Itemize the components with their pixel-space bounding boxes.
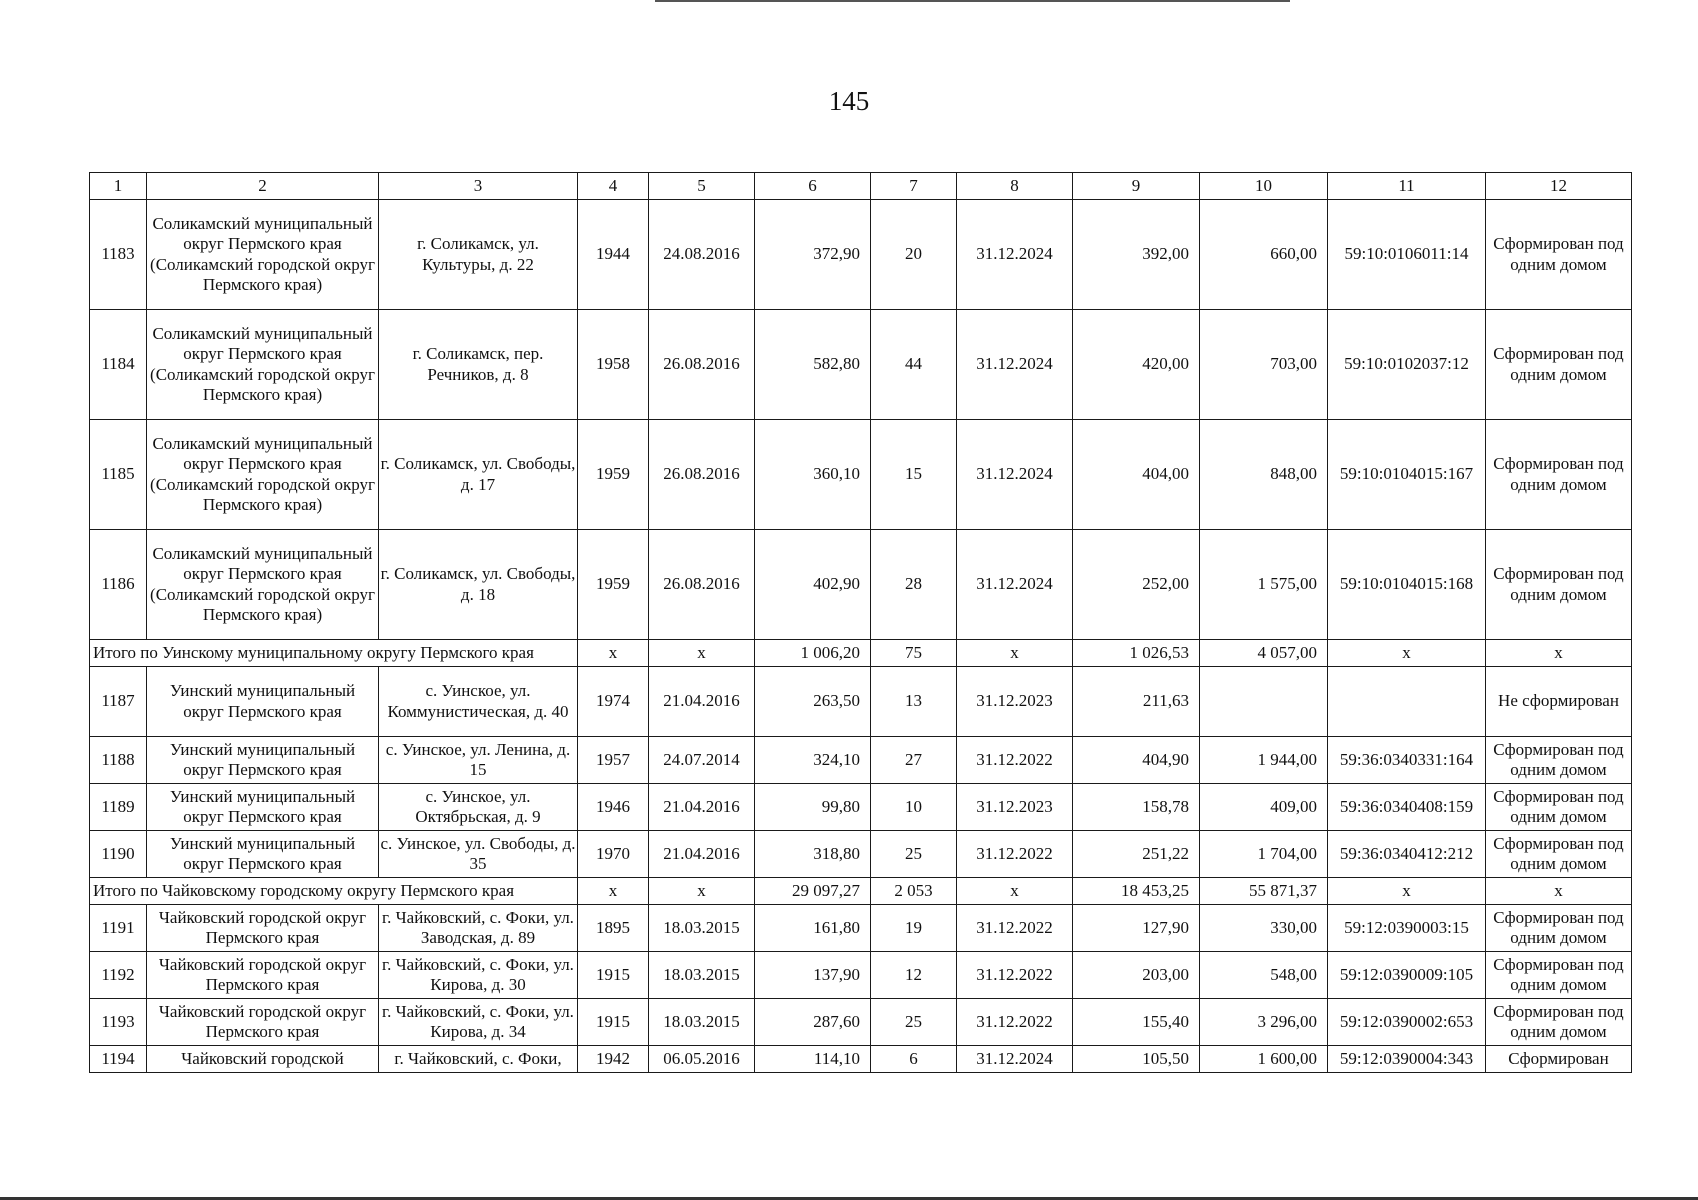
summary-cost-10: 4 057,00: [1200, 640, 1328, 667]
summary-residents: 2 053: [871, 878, 957, 905]
residents-cell: 25: [871, 831, 957, 878]
area-cell: 114,10: [755, 1046, 871, 1073]
cost-9-cell: 252,00: [1073, 530, 1200, 640]
year-built-cell: 1958: [578, 310, 649, 420]
area-cell: 372,90: [755, 200, 871, 310]
date-cell: 26.08.2016: [649, 310, 755, 420]
summary-cost-9: 1 026,53: [1073, 640, 1200, 667]
address-cell: г. Чайковский, с. Фоки, ул. Заводская, д. 89: [379, 905, 578, 952]
cadastral-number-cell: 59:36:0340408:159: [1328, 784, 1486, 831]
land-status-cell: Сформирован под одним домом: [1486, 310, 1632, 420]
deadline-cell: 31.12.2023: [957, 784, 1073, 831]
municipality-cell: Соликамский муниципальный округ Пермского края (Соликамский городской округ Пермского края): [147, 420, 379, 530]
table-row: [90, 667, 1632, 737]
cost-10-cell: 848,00: [1200, 420, 1328, 530]
summary-date: x: [649, 878, 755, 905]
area-cell: 161,80: [755, 905, 871, 952]
column-number-cell: 7: [871, 173, 957, 200]
summary-cadastral-number: x: [1328, 878, 1486, 905]
municipality-cell: Чайковский городской округ Пермского края: [147, 905, 379, 952]
column-number-cell: 11: [1328, 173, 1486, 200]
column-number-cell: 4: [578, 173, 649, 200]
cost-10-cell: 1 575,00: [1200, 530, 1328, 640]
year-built-cell: 1942: [578, 1046, 649, 1073]
deadline-cell: 31.12.2022: [957, 831, 1073, 878]
table-row: [90, 831, 1632, 878]
deadline-cell: 31.12.2022: [957, 737, 1073, 784]
address-cell: с. Уинское, ул. Коммунистическая, д. 40: [379, 667, 578, 737]
summary-row: [90, 878, 1632, 905]
cadastral-number-cell: 59:10:0104015:168: [1328, 530, 1486, 640]
year-built-cell: 1974: [578, 667, 649, 737]
table-row: [90, 999, 1632, 1046]
date-cell: 24.08.2016: [649, 200, 755, 310]
municipality-cell: Чайковский городской округ Пермского края: [147, 999, 379, 1046]
municipality-cell: Уинский муниципальный округ Пермского края: [147, 737, 379, 784]
deadline-cell: 31.12.2022: [957, 905, 1073, 952]
area-cell: 360,10: [755, 420, 871, 530]
deadline-cell: 31.12.2024: [957, 310, 1073, 420]
cost-10-cell: 1 944,00: [1200, 737, 1328, 784]
deadline-cell: 31.12.2024: [957, 420, 1073, 530]
date-cell: 21.04.2016: [649, 831, 755, 878]
row-number-cell: 1187: [90, 667, 147, 737]
cost-9-cell: 420,00: [1073, 310, 1200, 420]
address-cell: г. Соликамск, ул. Культуры, д. 22: [379, 200, 578, 310]
land-status-cell: Сформирован под одним домом: [1486, 831, 1632, 878]
table-row: [90, 905, 1632, 952]
cost-9-cell: 105,50: [1073, 1046, 1200, 1073]
row-number-cell: 1184: [90, 310, 147, 420]
cost-10-cell: 330,00: [1200, 905, 1328, 952]
housing-registry-table: [89, 172, 1632, 1073]
residents-cell: 20: [871, 200, 957, 310]
year-built-cell: 1970: [578, 831, 649, 878]
cadastral-number-cell: 59:10:0102037:12: [1328, 310, 1486, 420]
area-cell: 324,10: [755, 737, 871, 784]
deadline-cell: 31.12.2024: [957, 530, 1073, 640]
cadastral-number-cell: 59:10:0106011:14: [1328, 200, 1486, 310]
land-status-cell: Сформирован: [1486, 1046, 1632, 1073]
column-number-cell: 10: [1200, 173, 1328, 200]
municipality-cell: Чайковский городской округ Пермского края: [147, 952, 379, 999]
address-cell: г. Соликамск, ул. Свободы, д. 18: [379, 530, 578, 640]
deadline-cell: 31.12.2024: [957, 200, 1073, 310]
summary-residents: 75: [871, 640, 957, 667]
date-cell: 21.04.2016: [649, 667, 755, 737]
municipality-cell: Уинский муниципальный округ Пермского края: [147, 784, 379, 831]
cadastral-number-cell: 59:12:0390009:105: [1328, 952, 1486, 999]
row-number-cell: 1193: [90, 999, 147, 1046]
page-number: 145: [828, 86, 870, 116]
land-status-cell: Сформирован под одним домом: [1486, 200, 1632, 310]
municipality-cell: Чайковский городской: [147, 1046, 379, 1073]
date-cell: 18.03.2015: [649, 905, 755, 952]
cost-10-cell: [1200, 667, 1328, 737]
summary-deadline: x: [957, 640, 1073, 667]
deadline-cell: 31.12.2022: [957, 952, 1073, 999]
table-row: [90, 310, 1632, 420]
summary-cadastral-number: x: [1328, 640, 1486, 667]
cost-9-cell: 203,00: [1073, 952, 1200, 999]
date-cell: 21.04.2016: [649, 784, 755, 831]
cadastral-number-cell: 59:12:0390003:15: [1328, 905, 1486, 952]
residents-cell: 13: [871, 667, 957, 737]
land-status-cell: Сформирован под одним домом: [1486, 952, 1632, 999]
table-row: [90, 784, 1632, 831]
column-number-cell: 3: [379, 173, 578, 200]
address-cell: г. Чайковский, с. Фоки,: [379, 1046, 578, 1073]
cost-10-cell: 3 296,00: [1200, 999, 1328, 1046]
residents-cell: 19: [871, 905, 957, 952]
address-cell: г. Соликамск, ул. Свободы, д. 17: [379, 420, 578, 530]
year-built-cell: 1895: [578, 905, 649, 952]
land-status-cell: Сформирован под одним домом: [1486, 737, 1632, 784]
cost-9-cell: 127,90: [1073, 905, 1200, 952]
year-built-cell: 1946: [578, 784, 649, 831]
cost-9-cell: 251,22: [1073, 831, 1200, 878]
deadline-cell: 31.12.2023: [957, 667, 1073, 737]
land-status-cell: Сформирован под одним домом: [1486, 999, 1632, 1046]
year-built-cell: 1944: [578, 200, 649, 310]
cost-9-cell: 155,40: [1073, 999, 1200, 1046]
residents-cell: 6: [871, 1046, 957, 1073]
date-cell: 18.03.2015: [649, 999, 755, 1046]
row-number-cell: 1183: [90, 200, 147, 310]
cost-10-cell: 1 600,00: [1200, 1046, 1328, 1073]
table-row: [90, 420, 1632, 530]
cadastral-number-cell: 59:12:0390004:343: [1328, 1046, 1486, 1073]
top-scan-rule: [655, 0, 1290, 2]
column-number-cell: 9: [1073, 173, 1200, 200]
residents-cell: 28: [871, 530, 957, 640]
residents-cell: 27: [871, 737, 957, 784]
row-number-cell: 1191: [90, 905, 147, 952]
summary-area: 1 006,20: [755, 640, 871, 667]
land-status-cell: Сформирован под одним домом: [1486, 420, 1632, 530]
date-cell: 26.08.2016: [649, 530, 755, 640]
municipality-cell: Соликамский муниципальный округ Пермского края (Соликамский городской округ Пермского края): [147, 310, 379, 420]
cost-9-cell: 158,78: [1073, 784, 1200, 831]
address-cell: г. Соликамск, пер. Речников, д. 8: [379, 310, 578, 420]
cost-10-cell: 1 704,00: [1200, 831, 1328, 878]
cost-9-cell: 404,00: [1073, 420, 1200, 530]
column-number-row: [90, 173, 1632, 200]
municipality-cell: Соликамский муниципальный округ Пермского края (Соликамский городской округ Пермского края): [147, 200, 379, 310]
table-row: [90, 530, 1632, 640]
row-number-cell: 1186: [90, 530, 147, 640]
date-cell: 06.05.2016: [649, 1046, 755, 1073]
row-number-cell: 1189: [90, 784, 147, 831]
year-built-cell: 1915: [578, 952, 649, 999]
residents-cell: 12: [871, 952, 957, 999]
table-row: [90, 737, 1632, 784]
summary-row: [90, 640, 1632, 667]
cost-10-cell: 548,00: [1200, 952, 1328, 999]
row-number-cell: 1188: [90, 737, 147, 784]
cadastral-number-cell: 59:36:0340412:212: [1328, 831, 1486, 878]
land-status-cell: Сформирован под одним домом: [1486, 530, 1632, 640]
residents-cell: 15: [871, 420, 957, 530]
row-number-cell: 1194: [90, 1046, 147, 1073]
address-cell: г. Чайковский, с. Фоки, ул. Кирова, д. 34: [379, 999, 578, 1046]
cadastral-number-cell: 59:12:0390002:653: [1328, 999, 1486, 1046]
summary-label: Итого по Уинскому муниципальному округу Пермского края: [90, 640, 578, 667]
summary-area: 29 097,27: [755, 878, 871, 905]
summary-date: x: [649, 640, 755, 667]
summary-land-status: x: [1486, 640, 1632, 667]
summary-label: Итого по Чайковскому городскому округу Пермского края: [90, 878, 578, 905]
cost-9-cell: 211,63: [1073, 667, 1200, 737]
date-cell: 24.07.2014: [649, 737, 755, 784]
year-built-cell: 1957: [578, 737, 649, 784]
address-cell: с. Уинское, ул. Октябрьская, д. 9: [379, 784, 578, 831]
summary-cost-10: 55 871,37: [1200, 878, 1328, 905]
cadastral-number-cell: 59:10:0104015:167: [1328, 420, 1486, 530]
summary-year-built: x: [578, 640, 649, 667]
column-number-cell: 1: [90, 173, 147, 200]
column-number-cell: 2: [147, 173, 379, 200]
municipality-cell: Соликамский муниципальный округ Пермского края (Соликамский городской округ Пермского края): [147, 530, 379, 640]
row-number-cell: 1185: [90, 420, 147, 530]
table-row: [90, 1046, 1632, 1073]
cadastral-number-cell: [1328, 667, 1486, 737]
cost-10-cell: 703,00: [1200, 310, 1328, 420]
column-number-cell: 8: [957, 173, 1073, 200]
area-cell: 318,80: [755, 831, 871, 878]
column-number-cell: 12: [1486, 173, 1632, 200]
summary-year-built: x: [578, 878, 649, 905]
cost-10-cell: 660,00: [1200, 200, 1328, 310]
residents-cell: 25: [871, 999, 957, 1046]
area-cell: 582,80: [755, 310, 871, 420]
land-status-cell: Сформирован под одним домом: [1486, 905, 1632, 952]
date-cell: 18.03.2015: [649, 952, 755, 999]
municipality-cell: Уинский муниципальный округ Пермского края: [147, 831, 379, 878]
summary-deadline: x: [957, 878, 1073, 905]
area-cell: 287,60: [755, 999, 871, 1046]
summary-land-status: x: [1486, 878, 1632, 905]
residents-cell: 44: [871, 310, 957, 420]
land-status-cell: Сформирован под одним домом: [1486, 784, 1632, 831]
area-cell: 263,50: [755, 667, 871, 737]
cost-9-cell: 404,90: [1073, 737, 1200, 784]
row-number-cell: 1190: [90, 831, 147, 878]
cost-10-cell: 409,00: [1200, 784, 1328, 831]
column-number-cell: 5: [649, 173, 755, 200]
summary-cost-9: 18 453,25: [1073, 878, 1200, 905]
address-cell: с. Уинское, ул. Свободы, д. 35: [379, 831, 578, 878]
table-row: [90, 200, 1632, 310]
column-number-cell: 6: [755, 173, 871, 200]
row-number-cell: 1192: [90, 952, 147, 999]
area-cell: 137,90: [755, 952, 871, 999]
deadline-cell: 31.12.2022: [957, 999, 1073, 1046]
year-built-cell: 1959: [578, 530, 649, 640]
municipality-cell: Уинский муниципальный округ Пермского края: [147, 667, 379, 737]
cadastral-number-cell: 59:36:0340331:164: [1328, 737, 1486, 784]
address-cell: с. Уинское, ул. Ленина, д. 15: [379, 737, 578, 784]
date-cell: 26.08.2016: [649, 420, 755, 530]
table-row: [90, 952, 1632, 999]
deadline-cell: 31.12.2024: [957, 1046, 1073, 1073]
cost-9-cell: 392,00: [1073, 200, 1200, 310]
residents-cell: 10: [871, 784, 957, 831]
year-built-cell: 1959: [578, 420, 649, 530]
address-cell: г. Чайковский, с. Фоки, ул. Кирова, д. 30: [379, 952, 578, 999]
year-built-cell: 1915: [578, 999, 649, 1046]
area-cell: 99,80: [755, 784, 871, 831]
land-status-cell: Не сформирован: [1486, 667, 1632, 737]
area-cell: 402,90: [755, 530, 871, 640]
